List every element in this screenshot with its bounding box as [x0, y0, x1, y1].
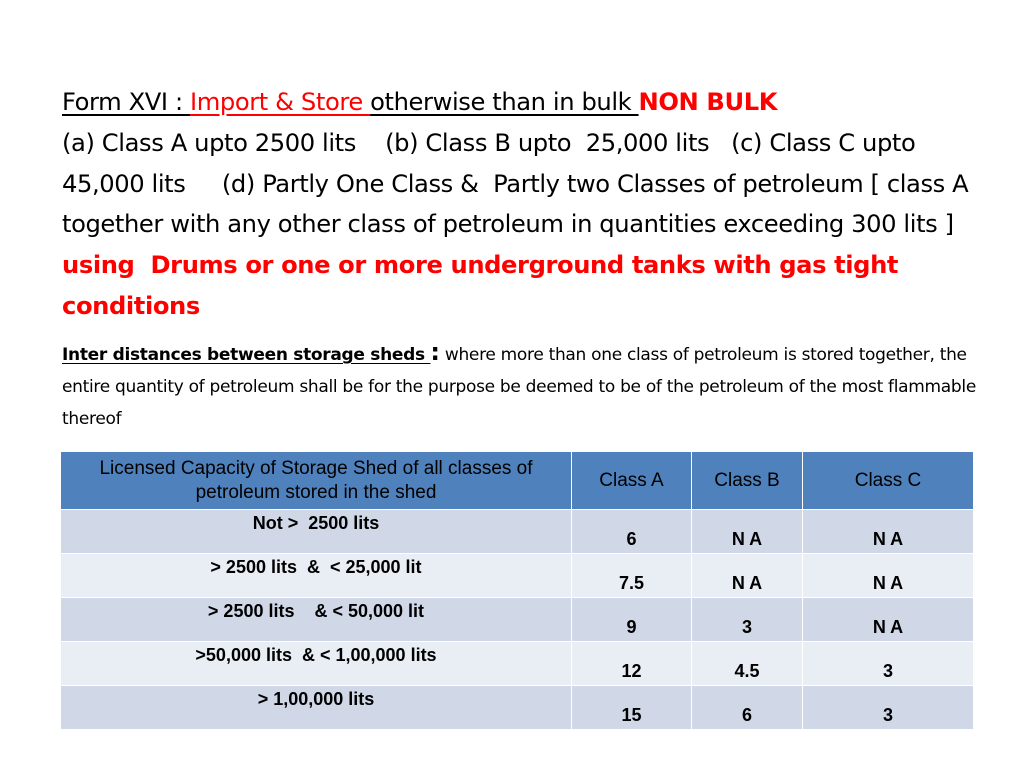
- class-a-cell: 6: [572, 510, 692, 554]
- inter-distance-colon: :: [430, 338, 440, 366]
- header-class-c: Class C: [803, 452, 974, 510]
- form-label: Form XVI :: [62, 88, 190, 116]
- inter-distance-note: [62, 336, 982, 435]
- class-c-cell: 3: [803, 642, 974, 686]
- class-limits-text: (a) Class A upto 2500 lits (b) Class B upto 25,000 lits (c) Class C upto 45,000 lits (d) Partly One Class & Partly two Classes of petroleum [ class A together with any other class of petroleum in quantities exceeding 300 lits ]: [62, 128, 976, 239]
- inter-distance-text: where more than one class of petroleum is stored together, the entire quantity of petroleum shall be for the purpose be deemed to be of the petroleum of the most flammable thereof: [62, 345, 976, 429]
- class-c-cell: 3: [803, 686, 974, 730]
- class-a-cell: 9: [572, 598, 692, 642]
- table-row: [61, 686, 974, 730]
- otherwise-label: otherwise than in bulk: [370, 88, 639, 116]
- class-a-cell: 12: [572, 642, 692, 686]
- table-row: [61, 598, 974, 642]
- capacity-cell: > 2500 lits & < 25,000 lit: [61, 554, 572, 598]
- capacity-cell: Not > 2500 lits: [61, 510, 572, 554]
- inter-distance-lead: Inter distances between storage sheds: [62, 345, 431, 365]
- header-capacity: Licensed Capacity of Storage Shed of all classes of petroleum stored in the shed: [61, 452, 572, 510]
- class-a-cell: 7.5: [572, 554, 692, 598]
- import-store-label: Import & Store: [190, 88, 371, 116]
- slide-heading: [62, 82, 982, 327]
- class-b-cell: 4.5: [692, 642, 803, 686]
- table-header-row: [61, 452, 974, 510]
- class-c-cell: N A: [803, 554, 974, 598]
- capacity-cell: > 1,00,000 lits: [61, 686, 572, 730]
- capacity-cell: > 2500 lits & < 50,000 lit: [61, 598, 572, 642]
- class-b-cell: N A: [692, 510, 803, 554]
- table-row: [61, 510, 974, 554]
- class-b-cell: 6: [692, 686, 803, 730]
- header-class-a: Class A: [572, 452, 692, 510]
- storage-method-text: using Drums or one or more underground tanks with gas tight conditions: [62, 251, 907, 320]
- class-c-cell: N A: [803, 598, 974, 642]
- class-c-cell: N A: [803, 510, 974, 554]
- inter-distance-table: [60, 451, 974, 730]
- table-row: [61, 642, 974, 686]
- class-b-cell: 3: [692, 598, 803, 642]
- non-bulk-label: NON BULK: [638, 88, 778, 116]
- class-a-cell: 15: [572, 686, 692, 730]
- class-b-cell: N A: [692, 554, 803, 598]
- capacity-cell: >50,000 lits & < 1,00,000 lits: [61, 642, 572, 686]
- table-row: [61, 554, 974, 598]
- header-class-b: Class B: [692, 452, 803, 510]
